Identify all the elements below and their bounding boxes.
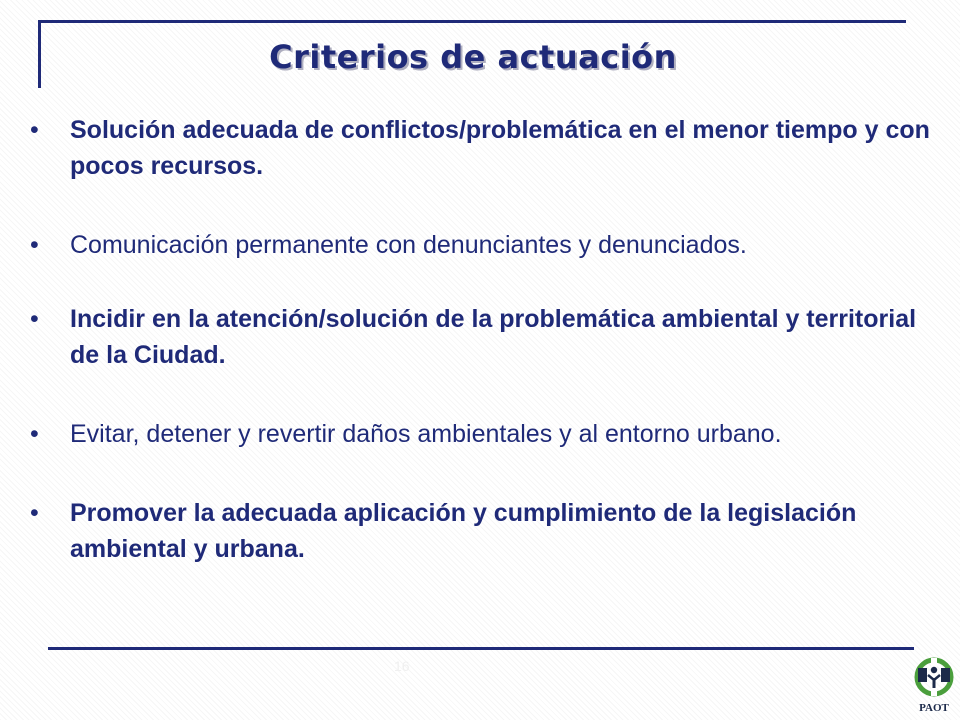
bullet-item: [28, 301, 938, 373]
bullet-item: [28, 227, 938, 263]
paot-logo-label: PAOT: [919, 702, 949, 714]
bullet-text: Evitar, detener y revertir daños ambientales y al entorno urbano.: [70, 420, 782, 448]
bullet-list: [28, 112, 938, 610]
title-frame-top-line: [40, 20, 906, 23]
bullet-text: Comunicación permanente con denunciantes y denunciados.: [70, 231, 747, 259]
bullet-dot: •: [30, 420, 39, 448]
bullet-item: [28, 112, 938, 184]
bullet-text: Incidir en la atención/solución de la problemática ambiental y territorial de la Ciudad.: [70, 305, 917, 369]
bullet-dot: •: [30, 231, 39, 259]
bullet-dot: •: [30, 305, 39, 333]
bullet-item: [28, 416, 938, 452]
bullet-dot: •: [30, 116, 39, 144]
paot-logo: [912, 657, 956, 714]
footer-divider-line: [48, 647, 914, 650]
bullet-dot: •: [30, 499, 39, 527]
slide-title: Criterios de actuación: [269, 38, 677, 76]
bullet-text: Solución adecuada de conflictos/problemática en el menor tiempo y con pocos recursos.: [70, 116, 930, 180]
page-number: 16: [394, 658, 410, 674]
bullet-text: Promover la adecuada aplicación y cumplimiento de la legislación ambiental y urbana.: [70, 499, 857, 563]
paot-logo-icon: [914, 657, 954, 697]
bullet-item: [28, 495, 938, 567]
